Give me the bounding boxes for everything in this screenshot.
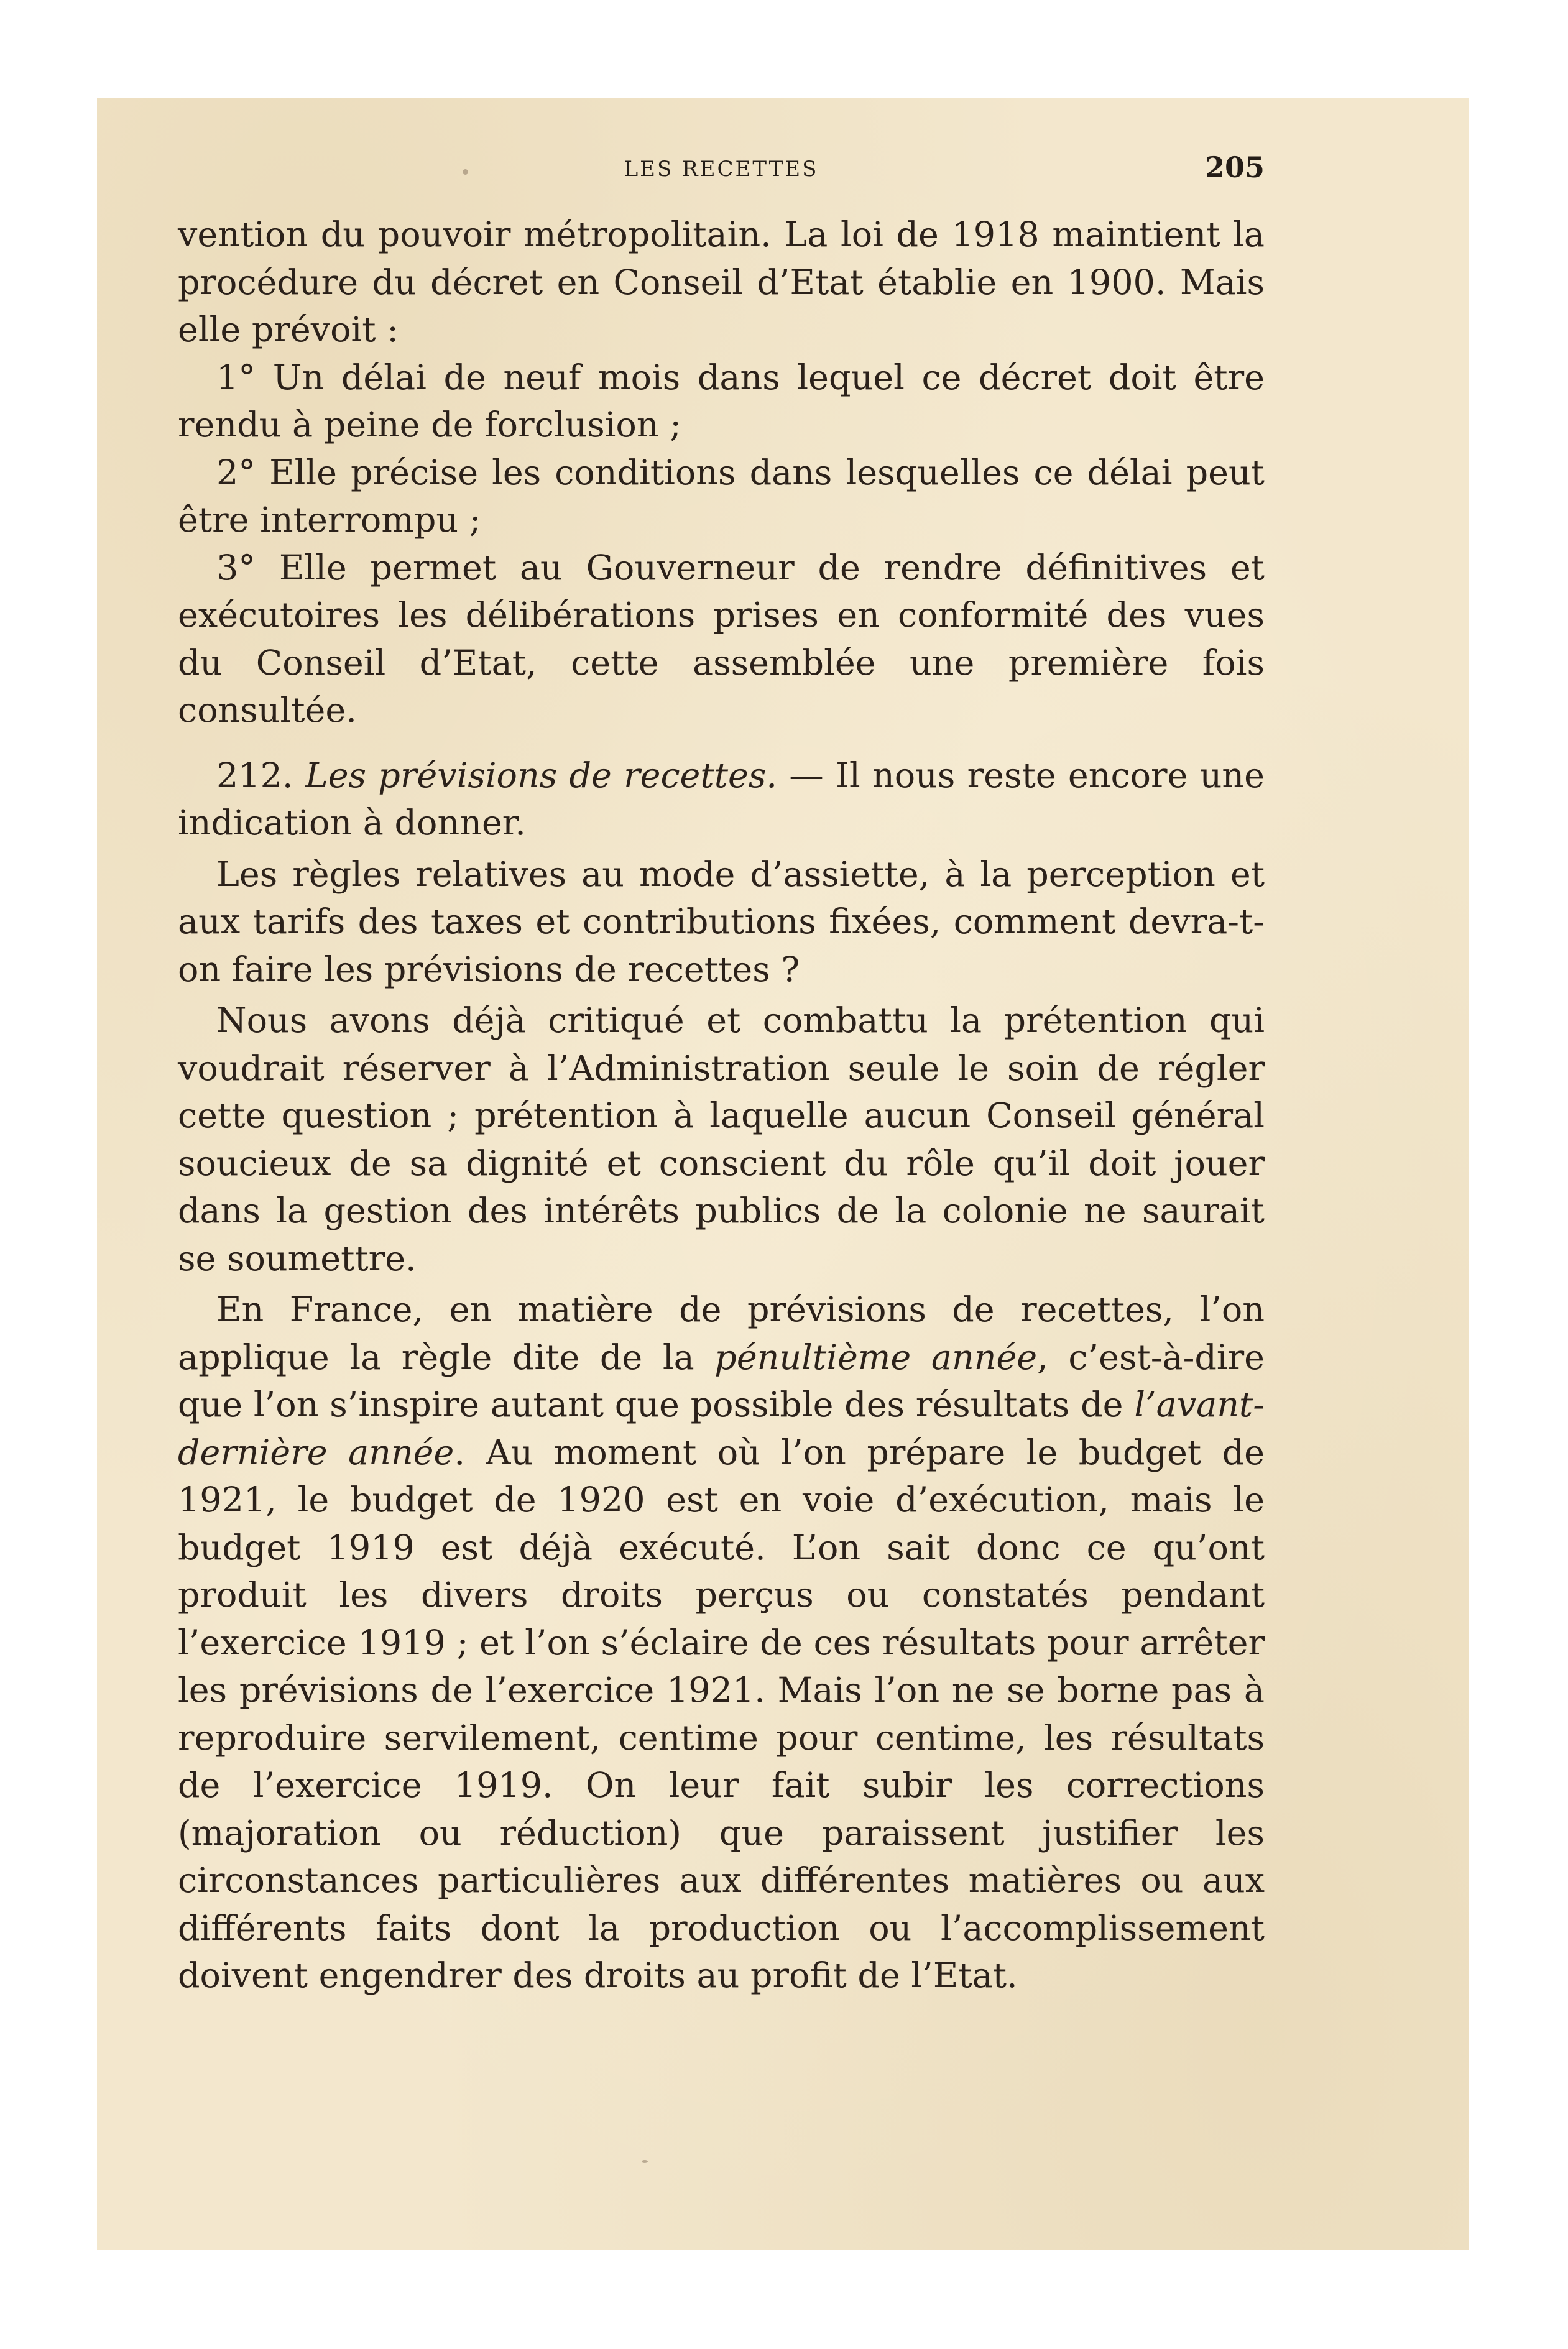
penultimate-year-term: pénultième année bbox=[714, 1337, 1038, 1378]
ink-speck-bottom bbox=[642, 2160, 648, 2163]
section-title: Les prévisions de recettes. bbox=[305, 755, 777, 796]
paragraph-france bbox=[178, 1286, 1265, 2000]
section-intro-text: — Il nous reste encore une indication à donner. bbox=[178, 755, 1265, 843]
paragraph-item-3: 3° Elle permet au Gouverneur de rendre définitives et exécutoires les délibérations prises en conformité des vues du Conseil d’Etat, cette assemblée une première fois consultée. bbox=[178, 547, 1265, 731]
page-number: 205 bbox=[1204, 150, 1265, 184]
before-last-year-term: l’avant-dernière année bbox=[178, 1385, 1265, 1473]
france-text-3: . Au moment où l’on prépare le budget de 1921, le budget de 1920 est en voie d’exécution, mais le budget 1919 est déjà exécuté. L’on sait donc ce qu’ont produit les divers droits perçus ou constatés pendant l’exercice 1919 ; et l’on s’éclaire de ces résultats pour arrêter les prévisions de l’exercice 1921. Mais l’on ne se borne pas à reproduire servilement, centime pour centime, les résultats de l’exercice 1919. On leur fait subir les corrections (majoration ou réduction) que paraissent justifier les circonstances particulières aux différentes matières ou aux différents faits dont la production ou l’accomplissement doivent engendrer des droits au profit de l’Etat. bbox=[178, 1432, 1265, 1996]
paragraph-item-2: 2° Elle précise les conditions dans lesquelles ce délai peut être interrompu ; bbox=[178, 452, 1265, 540]
france-text-1: En France, en matière de prévisions de recettes, l’on applique la règle dite de la bbox=[178, 1290, 1265, 1378]
running-title: LES RECETTES bbox=[624, 157, 819, 182]
paragraph-critique: Nous avons déjà critiqué et combattu la prétention qui voudrait réserver à l’Administration seule le soin de régler cette question ; prétention à laquelle aucun Conseil général soucieux de sa dignité et conscient du rôle qu’il doit jouer dans la gestion des intérêts publics de la colonie ne saurait se soumettre. bbox=[178, 1000, 1265, 1279]
section-212 bbox=[178, 752, 1265, 847]
paragraph-rules: Les règles relatives au mode d’assiette, à la perception et aux tarifs des taxes et contributions fixées, comment devra-t-on faire les prévisions de recettes ? bbox=[178, 854, 1265, 990]
paragraph-item-1: 1° Un délai de neuf mois dans lequel ce décret doit être rendu à peine de forclusion ; bbox=[178, 357, 1265, 445]
section-number: 212. bbox=[216, 755, 293, 796]
page-header bbox=[178, 142, 1265, 192]
france-text-2: , c’est-à-dire que l’on s’inspire autant que possible des résultats de bbox=[178, 1337, 1265, 1425]
paragraph-continuation: vention du pouvoir métropolitain. La loi de 1918 maintient la procédure du décret en Conseil d’Etat établie en 1900. Mais elle prévoit : bbox=[178, 215, 1265, 350]
body-text bbox=[178, 211, 1265, 2000]
